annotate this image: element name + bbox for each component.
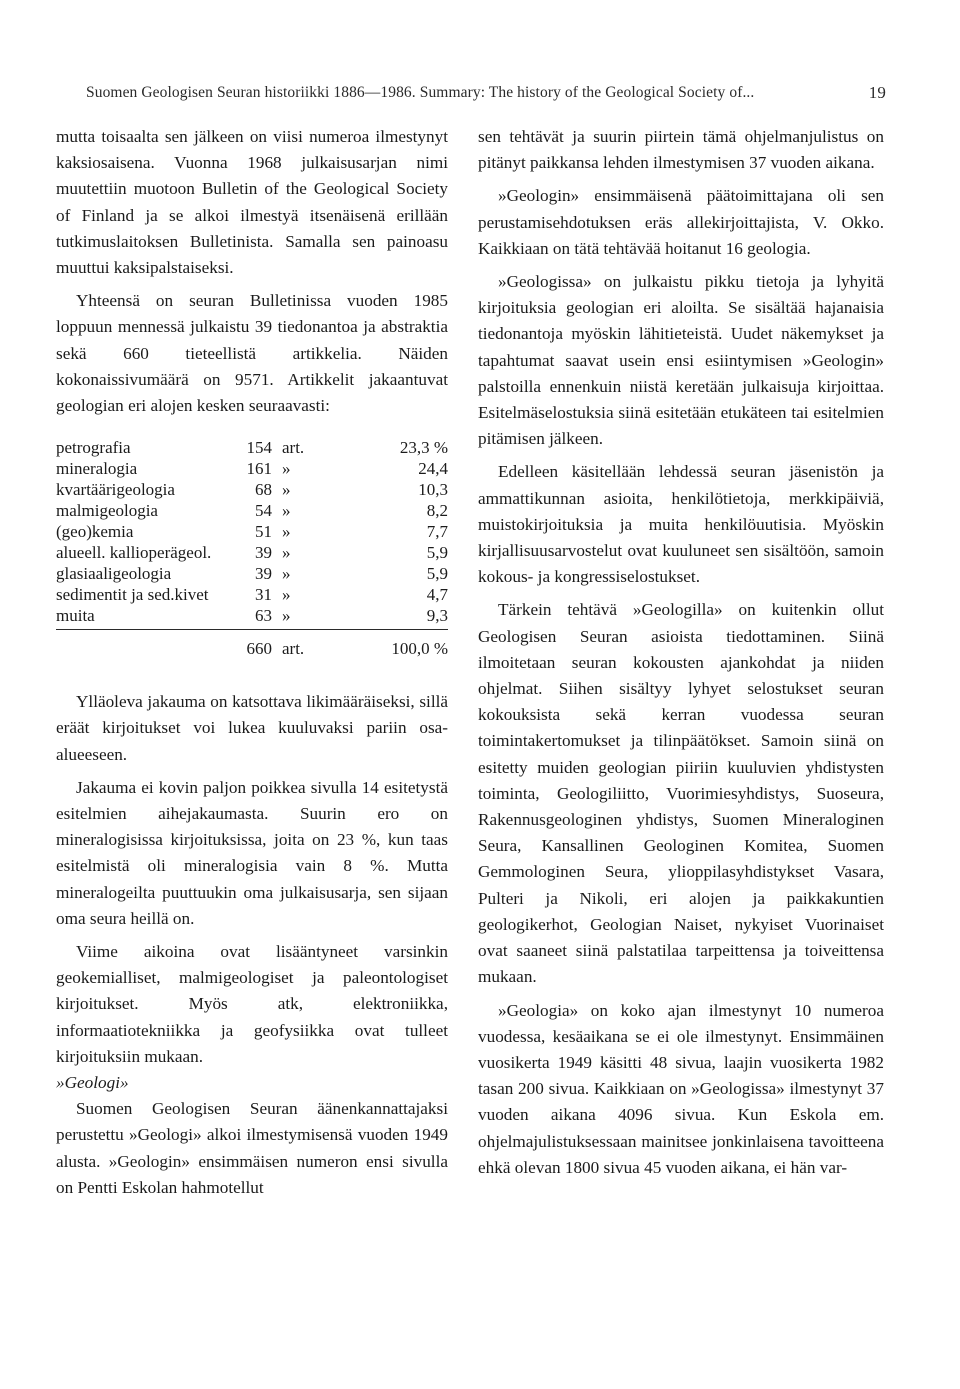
count-unit: » [282,564,291,584]
category-name: glasiaaligeologia [56,564,172,584]
table-row [56,542,448,563]
empty-cell [56,630,242,660]
count-unit: » [282,480,291,500]
paragraph: Yhteensä on seuran Bulletinissa vuoden 1985 loppuun mennessä julkaistu 39 tiedonantoa ja abstraktia sekä 660 tieteellistä artikkelia. Näiden kokonaissivumäärä on 9571. Artikkelit jakaantuvat geologian eri alojen kesken seuraavasti: [56,291,448,416]
table-row [56,584,448,605]
percentage: 4,7 [426,585,448,605]
paragraph: »Geologissa» on julkaistu pikku tietoja ja lyhyitä kirjoituksia geologian eri aloilta. Se sisältää hajanaisia tiedonantoja myöskin lähitieteistä. Uudet näkemykset ja tapahtumat saavat usein ensi esiintymisen »Geologin» palstoilla ennenkuin niistä keretään julkaisuja kirjoittaa. Esitelmäselostuksia siinä esitetään etukäteen tai esitelmien pitämisen jälkeen. [478,272,884,449]
table-total-row [56,630,448,660]
paragraph: sen tehtävät ja suurin piirtein tämä ohjelmanjulistus on pitänyt paikkansa lehden ilmestymisen 37 vuoden aikana. [478,127,884,173]
category-name: malmigeologia [56,501,158,521]
paragraph: Viime aikoina ovat lisääntyneet varsinkin geokemialliset, malmigeologiset ja paleontologiset kirjoitukset. Myös atk, elektroniikka, informaatiotekniikka ja geofysiikka ovat tulleet kirjoituksiin mukaan. [56,942,448,1066]
page-number: 19 [868,83,886,102]
paragraph: Jakauma ei kovin paljon poikkea sivulla 14 esitetystä esitelmien aihejakaumasta. Suurin ero on mineralogisissa kirjoituksissa, joita on 23 %, kun taas esitelmistä oli mineralogisia vain 8 %. Mutta mineralogeilta puuttuukin oma julkaisusarja, sen sijaan oma seura heillä on. [56,777,448,928]
right-column [478,124,884,1181]
count-unit: » [282,543,291,563]
total-percentage: 100,0 % [391,639,448,659]
count-unit: » [272,605,342,630]
percentage: 10,3 [418,480,448,500]
category-name: mineralogia [56,459,138,479]
percentage: 8,2 [426,501,448,521]
category-name: (geo)kemia [56,522,134,542]
count-unit: » [282,585,291,605]
table-row [56,605,448,630]
article-count: 51 [255,522,272,542]
category-name: sedimentit ja sed.kivet [56,585,209,605]
paragraph: »Geologia» on koko ajan ilmestynyt 10 numeroa vuodessa, kesäaikana se ei ole ilmestynyt. Ensimmäinen vuosikerta 1949 käsitti 48 sivua, laajin vuosikerta 1982 tasan 200 sivua. Kaikkiaan on »Geologissa» ilmestynyt 37 vuoden aikana 4096 sivua. Kun Eskola em. ohjelmajulistuksessaan mainitsee jonkinlaisena tavoitteena ehkä olevan 1800 sivua 45 vuoden aikana, ei hän var- [478,1000,884,1177]
article-count: 63 [242,605,272,630]
category-name: petrografia [56,438,131,458]
article-count: 154 [246,438,272,458]
table-row [56,479,448,500]
percentage: 9,3 [342,605,448,630]
count-unit: » [282,522,291,542]
article-count: 31 [255,585,272,605]
paragraph: »Geologin» ensimmäisenä päätoimittajana oli sen perustamisehdotuksen eräs allekirjoittajista, V. Okko. Kaikkiaan on tätä tehtävää hoitanut 16 geologia. [478,186,884,258]
article-distribution-table [56,437,448,659]
paragraph: Ylläoleva jakauma on katsottava likimääräiseksi, sillä eräät kirjoitukset voi lukea kuuluvaksi pariin osa-alueeseen. [56,692,448,764]
section-heading: »Geologi» [56,1073,129,1093]
percentage: 5,9 [426,543,448,563]
table-row [56,500,448,521]
paragraph: Tärkein tehtävä »Geologilla» on kuitenkin ollut Geologisen Seuran asioista tiedottaminen. Siinä ilmoitetaan seuran kokousten ajankohdat ja niiden ohjelmat. Siihen sisältyy lyhyet selostukset seuran kokouksista sekä kerran vuodessa seuran toimintakertomukset ja tilinpäätökset. Samoin siinä on esitetty muiden geologian piiriin kuuluvien yhdistysten toiminta, Geologiliitto, Vuorimiesyhdistys, Suoseura, Rakennusgeologinen yhdistys, Suomen Mineraloginen Seura, Kansallinen Geologinen Komitea, Suomen Gemmologinen Seura, ylioppilasyhdistykset Vasara, Pulteri ja Nikoli, eri alojen ja paikkakuntien geologikerhot, Geologian Naiset, nykyiset Vuorinaiset ovat saaneet siinä palstatilaa tarpeittensa ja toiveittensa mukaan. [478,600,884,987]
table-row [56,563,448,584]
percentage: 5,9 [426,564,448,584]
article-count: 39 [255,543,272,563]
article-count: 39 [255,564,272,584]
paragraph: mutta toisaalta sen jälkeen on viisi numeroa ilmestynyt kaksiosaisena. Vuonna 1968 julkaisusarjan nimi muutettiin muotoon Bulletin of the Geological Society of Finland ja se alkoi ilmestyä itsenäisenä erillään tutkimuslaitoksen Bulletinista. Samalla sen painoasu muuttui kaksipalstaiseksi. [56,127,448,278]
running-header [86,84,886,106]
total-unit: art. [282,639,305,659]
article-count: 54 [255,501,272,521]
category-name: alueell. kallioperägeol. [56,543,212,563]
count-unit: art. [282,438,305,458]
table-row [56,437,448,458]
running-title: Suomen Geologisen Seuran historiikki 1886—1986. Summary: The history of the Geological Society of... [86,84,755,101]
paragraph: Edelleen käsitellään lehdessä seuran jäsenistön ja ammattikunnan asioita, henkilötietoja, merkkipäiviä, muistokirjoituksia ja muita henkilöuutisia. Myöskin kirjallisuusarvostelut ovat kuuluneet sen sisältöön, samoin kokous- ja kongressiselostukset. [478,462,884,587]
count-unit: » [282,501,291,521]
category-name: muita [56,605,242,630]
total-count: 660 [246,639,272,659]
table-row [56,521,448,542]
article-count: 161 [246,459,272,479]
article-count: 68 [255,480,272,500]
percentage: 7,7 [426,522,448,542]
paragraph: Suomen Geologisen Seuran äänenkannattajaksi perustettu »Geologi» alkoi ilmestymisensä vuoden 1949 alusta. »Geologin» ensimmäisen numeron ensi sivulla on Pentti Eskolan hahmotellut [56,1099,448,1197]
category-name: kvartäärigeologia [56,480,175,500]
left-column [56,124,448,1201]
table-row [56,458,448,479]
percentage: 23,3 % [399,438,448,458]
percentage: 24,4 [418,459,448,479]
count-unit: » [282,459,291,479]
